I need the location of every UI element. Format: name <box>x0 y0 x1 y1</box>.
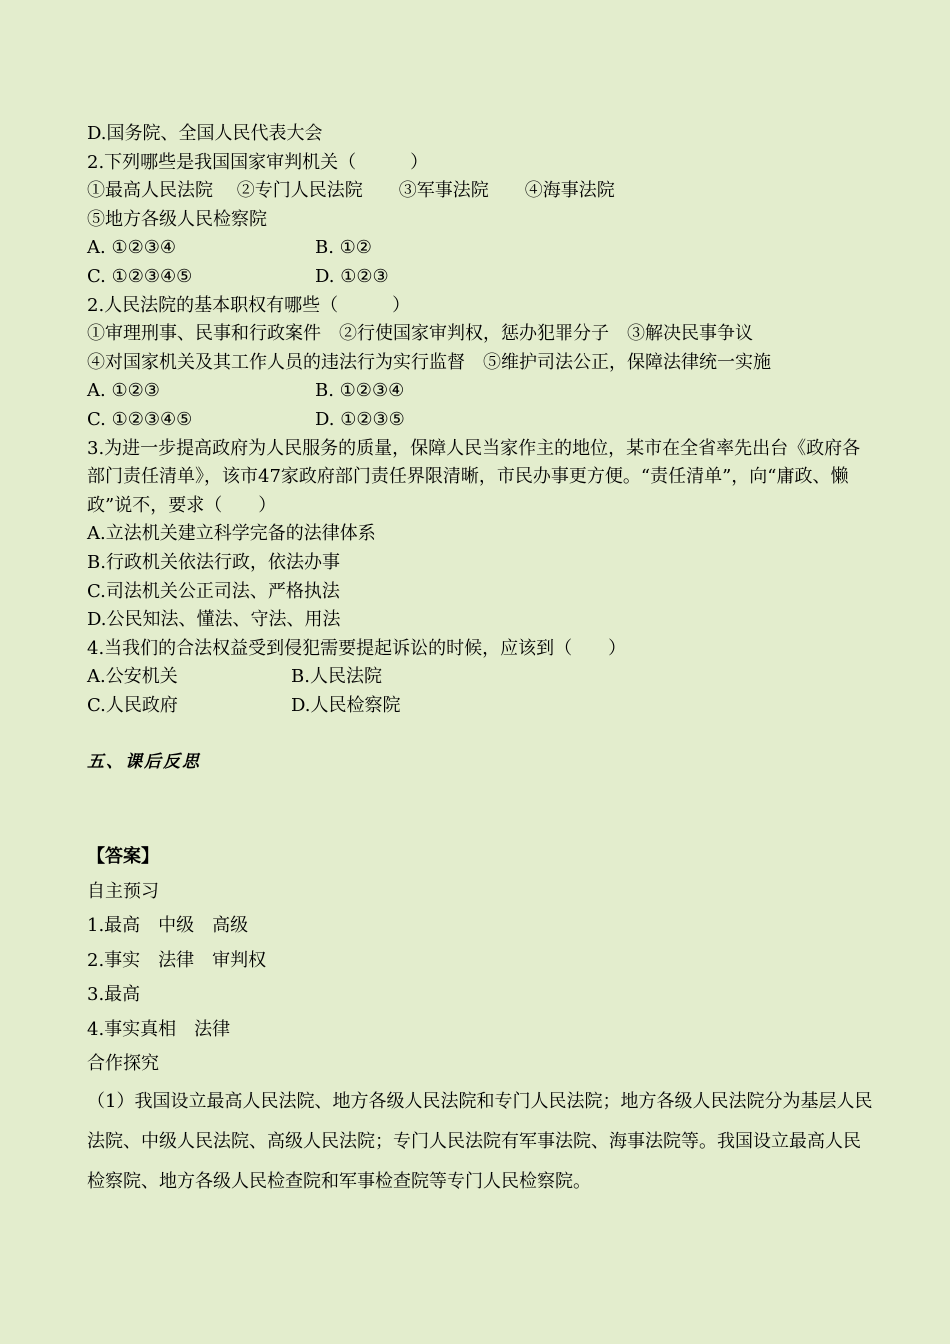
q2-stem: 2.下列哪些是我国国家审判机关（ ） <box>87 151 429 173</box>
q2b-option-b: B. ①②③④ <box>315 380 405 402</box>
q2-option-d: D. ①②③ <box>315 265 389 287</box>
q2-option-b: B. ①② <box>315 237 372 259</box>
q1-option-d: D.国务院、全国人民代表大会 <box>87 123 323 144</box>
q3-option-b: B.行政机关依法行政，依法办事 <box>87 551 340 573</box>
q4-options-ab <box>87 663 877 692</box>
q2b-options-ab <box>87 377 877 406</box>
q2b-option-c: C. ①②③④⑤ <box>87 408 193 430</box>
q2-option-c: C. ①②③④⑤ <box>87 265 193 287</box>
q2-items-line2: ⑤地方各级人民检察院 <box>87 208 267 230</box>
q2b-items-line1: ①审理刑事、民事和行政案件 ②行使国家审判权，惩办犯罪分子 ③解决民事争议 <box>87 323 753 345</box>
preview-answer-3: 3.最高 <box>87 984 141 1006</box>
preview-answer-4: 4.事实真相 法律 <box>87 1018 231 1040</box>
answers-title: 【答案】 <box>87 846 159 868</box>
q2-options-cd <box>87 263 877 292</box>
section-five-heading: 五、课后反思 <box>87 752 201 773</box>
q4-stem: 4.当我们的合法权益受到侵犯需要提起诉讼的时候，应该到（ ） <box>87 637 627 659</box>
q2b-items-line2: ④对国家机关及其工作人员的违法行为实行监督 ⑤维护司法公正，保障法律统一实施 <box>87 351 771 373</box>
q3-option-d: D.公民知法、懂法、守法、用法 <box>87 609 341 631</box>
q2b-option-d: D. ①②③⑤ <box>315 408 405 430</box>
q2-items-line1: ①最高人民法院 ②专门人民法院 ③军事法院 ④海事法院 <box>87 180 615 202</box>
explore-title: 合作探究 <box>87 1053 159 1075</box>
preview-answer-1: 1.最高 中级 高级 <box>87 915 249 937</box>
explore-paragraph: （1）我国设立最高人民法院、地方各级人民法院和专门人民法院；地方各级人民法院分为基层人民法院、中级人民法院、高级人民法院；专门人民法院有军事法院、海事法院等。我国设立最高人民检察院、地方各级人民检查院和军事检查院等专门人民检察院。 <box>87 1090 873 1192</box>
q4-option-d: D.人民检察院 <box>291 694 401 716</box>
q2b-stem: 2.人民法院的基本职权有哪些（ ） <box>87 294 411 316</box>
q2b-options-cd <box>87 406 877 435</box>
document-page <box>87 120 877 1202</box>
q3-stem: 3.为进一步提高政府为人民服务的质量，保障人民当家作主的地位，某市在全省率先出台《政府各部门责任清单》，该市47家政府部门责任界限清晰，市民办事更方便。“责任清单”，向“庸政、懒政”说不，要求（ ） <box>87 437 861 516</box>
answers-section <box>87 840 877 1202</box>
q3-option-a: A.立法机关建立科学完备的法律体系 <box>87 523 376 545</box>
q2-options-ab <box>87 234 877 263</box>
q3-option-c: C.司法机关公正司法、严格执法 <box>87 580 340 602</box>
q4-option-c: C.人民政府 <box>87 694 178 716</box>
preview-answer-2: 2.事实 法律 审判权 <box>87 949 267 971</box>
q4-option-b: B.人民法院 <box>291 666 382 688</box>
q2-option-a: A. ①②③④ <box>87 237 176 259</box>
q4-option-a: A.公安机关 <box>87 666 178 688</box>
q4-options-cd <box>87 692 877 721</box>
preview-title: 自主预习 <box>87 880 159 902</box>
q2b-option-a: A. ①②③ <box>87 380 160 402</box>
